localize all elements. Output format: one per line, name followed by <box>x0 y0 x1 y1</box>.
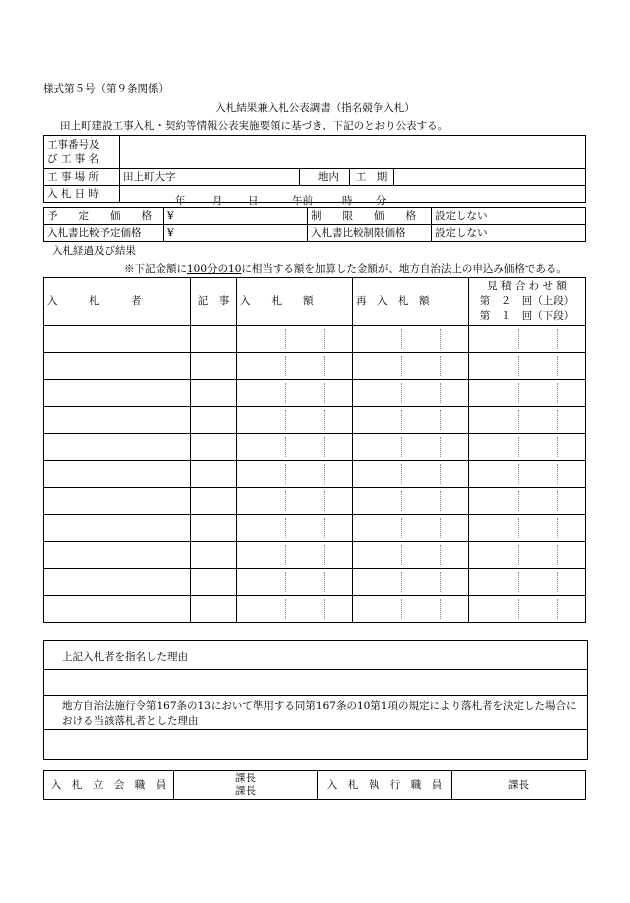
digit-separator <box>518 599 519 619</box>
yotei-label: 予 定 価 格 <box>44 208 164 225</box>
digit-separator <box>440 572 441 592</box>
info-table <box>43 135 586 207</box>
mitsumori-cell[interactable] <box>469 326 586 353</box>
digit-separator <box>440 437 441 457</box>
col-mitsumori: 見 積 合 わ せ 額 第 ２ 回（上段） 第 １ 回（下段） <box>469 278 586 326</box>
kiji-cell[interactable] <box>191 407 237 434</box>
digit-separator <box>401 491 402 511</box>
mitsumori-cell[interactable] <box>469 542 586 569</box>
process-heading: 入札経過及び結果 <box>52 245 136 257</box>
digit-separator <box>324 410 325 430</box>
shikko-value[interactable]: 課長 <box>452 771 586 800</box>
table-row <box>44 380 586 407</box>
footer-table <box>43 770 586 800</box>
digit-separator <box>285 545 286 565</box>
mitsumori-cell[interactable] <box>469 434 586 461</box>
table-row <box>44 515 586 542</box>
nyusatsu-cell[interactable] <box>237 569 353 596</box>
table-row <box>44 326 586 353</box>
digit-separator <box>285 572 286 592</box>
mitsumori-cell[interactable] <box>469 380 586 407</box>
digit-separator <box>324 464 325 484</box>
mitsumori-cell[interactable] <box>469 407 586 434</box>
col-nyusatsu: 入 札 額 <box>237 278 353 326</box>
nyusatsu-cell[interactable] <box>237 461 353 488</box>
digit-separator <box>324 329 325 349</box>
digit-separator <box>285 383 286 403</box>
digit-separator <box>518 545 519 565</box>
kiji-cell[interactable] <box>191 569 237 596</box>
col-bidder: 入 札 者 <box>44 278 191 326</box>
seigen-hikaku-value: 設定しない <box>432 225 586 242</box>
intro-text: 田上町建設工事入札・契約等情報公表実施要領に基づき、下記のとおり公表する。 <box>60 120 449 132</box>
reason1-value[interactable] <box>44 670 587 694</box>
nyusatsu-cell[interactable] <box>237 326 353 353</box>
table-row <box>44 461 586 488</box>
table-row <box>44 596 586 623</box>
kiji-cell[interactable] <box>191 434 237 461</box>
page-title: 入札結果兼入札公表調書（指名競争入札） <box>215 102 415 114</box>
digit-separator <box>324 491 325 511</box>
digit-separator <box>518 572 519 592</box>
seigen-value: 設定しない <box>432 208 586 225</box>
mitsumori-cell[interactable] <box>469 515 586 542</box>
digit-separator <box>518 464 519 484</box>
sainyusatsu-cell[interactable] <box>353 353 469 380</box>
digit-separator <box>324 518 325 538</box>
sainyusatsu-cell[interactable] <box>353 326 469 353</box>
digit-separator <box>401 437 402 457</box>
digit-separator <box>518 383 519 403</box>
bidder-cell[interactable] <box>44 596 191 623</box>
digit-separator <box>324 383 325 403</box>
digit-separator <box>324 572 325 592</box>
bid-table <box>43 277 586 623</box>
kiji-cell[interactable] <box>191 353 237 380</box>
place-value[interactable]: 田上町大字 地内 <box>120 169 300 186</box>
date-label: 入 札 日 時 <box>44 186 120 203</box>
digit-separator <box>518 518 519 538</box>
digit-separator <box>324 437 325 457</box>
work-no-value[interactable] <box>120 136 586 169</box>
sainyusatsu-cell[interactable] <box>353 461 469 488</box>
digit-separator <box>285 356 286 376</box>
reasons-box <box>43 640 588 760</box>
table-row <box>44 407 586 434</box>
mitsumori-cell[interactable] <box>469 488 586 515</box>
digit-separator <box>557 491 558 511</box>
bidder-cell[interactable] <box>44 434 191 461</box>
digit-separator <box>440 383 441 403</box>
sainyusatsu-cell[interactable] <box>353 488 469 515</box>
table-row <box>44 569 586 596</box>
bidder-cell[interactable] <box>44 407 191 434</box>
bidder-cell[interactable] <box>44 515 191 542</box>
nyusatsu-cell[interactable] <box>237 488 353 515</box>
mitsumori-cell[interactable] <box>469 569 586 596</box>
digit-separator <box>557 599 558 619</box>
digit-separator <box>557 383 558 403</box>
digit-separator <box>401 572 402 592</box>
seigen-label: 制 限 価 格 <box>308 208 432 225</box>
digit-separator <box>440 599 441 619</box>
bidder-cell[interactable] <box>44 542 191 569</box>
nyusatsu-cell[interactable] <box>237 353 353 380</box>
nyusatsu-cell[interactable] <box>237 596 353 623</box>
kiji-cell[interactable] <box>191 515 237 542</box>
place-label: 工 事 場 所 <box>44 169 120 186</box>
reason1-label: 上記入札者を指名した理由 <box>62 651 188 663</box>
nyusatsu-cell[interactable] <box>237 380 353 407</box>
sainyusatsu-cell[interactable] <box>353 407 469 434</box>
digit-separator <box>401 518 402 538</box>
seigen-hikaku-label: 入札書比較制限価格 <box>308 225 432 242</box>
shikko-label: 入 札 執 行 職 員 <box>318 771 452 800</box>
nyusatsu-cell[interactable] <box>237 434 353 461</box>
digit-separator <box>557 410 558 430</box>
digit-separator <box>401 599 402 619</box>
kiji-cell[interactable] <box>191 596 237 623</box>
digit-separator <box>401 356 402 376</box>
yotei-value[interactable]: ¥ <box>164 208 308 225</box>
tachiai-value[interactable]: 課長 課長 <box>174 771 318 800</box>
digit-separator <box>557 464 558 484</box>
kiji-cell[interactable] <box>191 461 237 488</box>
digit-separator <box>557 572 558 592</box>
kiji-cell[interactable] <box>191 380 237 407</box>
sainyusatsu-cell[interactable] <box>353 569 469 596</box>
sainyusatsu-cell[interactable] <box>353 380 469 407</box>
digit-separator <box>440 464 441 484</box>
sainyusatsu-cell[interactable] <box>353 434 469 461</box>
nyusatsu-cell[interactable] <box>237 407 353 434</box>
digit-separator <box>518 329 519 349</box>
form-label: 様式第５号（第９条関係） <box>43 83 169 95</box>
kiji-cell[interactable] <box>191 326 237 353</box>
reason2-value[interactable] <box>44 730 587 758</box>
digit-separator <box>285 329 286 349</box>
digit-separator <box>518 491 519 511</box>
digit-separator <box>324 356 325 376</box>
table-row <box>44 434 586 461</box>
digit-separator <box>285 437 286 457</box>
col-sainyusatsu: 再 入 札 額 <box>353 278 469 326</box>
digit-separator <box>557 329 558 349</box>
digit-separator <box>285 491 286 511</box>
digit-separator <box>518 410 519 430</box>
digit-separator <box>401 383 402 403</box>
bidder-cell[interactable] <box>44 380 191 407</box>
digit-separator <box>285 410 286 430</box>
digit-separator <box>401 329 402 349</box>
bidder-cell[interactable] <box>44 461 191 488</box>
mitsumori-cell[interactable] <box>469 461 586 488</box>
period-label: 工 期 <box>350 169 394 186</box>
tachiai-label: 入 札 立 会 職 員 <box>44 771 174 800</box>
bidder-cell[interactable] <box>44 353 191 380</box>
mitsumori-cell[interactable] <box>469 353 586 380</box>
digit-separator <box>401 410 402 430</box>
table-row <box>44 488 586 515</box>
bidder-cell[interactable] <box>44 488 191 515</box>
sainyusatsu-cell[interactable] <box>353 596 469 623</box>
col-kiji: 記 事 <box>191 278 237 326</box>
digit-separator <box>557 518 558 538</box>
digit-separator <box>440 329 441 349</box>
digit-separator <box>518 437 519 457</box>
reason2-label: 地方自治法施行令第167条の13において準用する同第167条の10第1項の規定により落札者を決定した場合における当該落札者とした理由 <box>62 700 577 727</box>
bidder-cell[interactable] <box>44 326 191 353</box>
digit-separator <box>440 545 441 565</box>
digit-separator <box>401 464 402 484</box>
bidder-cell[interactable] <box>44 569 191 596</box>
price-table <box>43 207 586 242</box>
digit-separator <box>440 518 441 538</box>
digit-separator <box>557 437 558 457</box>
mitsumori-cell[interactable] <box>469 596 586 623</box>
digit-separator <box>285 599 286 619</box>
nyusatsu-cell[interactable] <box>237 542 353 569</box>
digit-separator <box>440 410 441 430</box>
date-value[interactable]: 年 月 日 午前 時 分 <box>120 186 586 203</box>
kiji-cell[interactable] <box>191 488 237 515</box>
hikaku-label: 入札書比較予定価格 <box>44 225 164 242</box>
digit-separator <box>324 545 325 565</box>
digit-separator <box>557 545 558 565</box>
digit-separator <box>557 356 558 376</box>
digit-separator <box>440 356 441 376</box>
digit-separator <box>401 545 402 565</box>
nyusatsu-cell[interactable] <box>237 515 353 542</box>
table-row <box>44 353 586 380</box>
digit-separator <box>285 464 286 484</box>
amount-note: ※下記金額に100分の10に相当する額を加算した金額が、地方自治法上の申込み価格である。 <box>124 263 567 275</box>
digit-separator <box>324 599 325 619</box>
period-value[interactable] <box>394 169 586 186</box>
kiji-cell[interactable] <box>191 542 237 569</box>
sainyusatsu-cell[interactable] <box>353 515 469 542</box>
digit-separator <box>440 491 441 511</box>
table-row <box>44 542 586 569</box>
sainyusatsu-cell[interactable] <box>353 542 469 569</box>
digit-separator <box>518 356 519 376</box>
digit-separator <box>285 518 286 538</box>
work-no-label: 工事番号及 び 工 事 名 <box>44 136 120 169</box>
hikaku-value[interactable]: ¥ <box>164 225 308 242</box>
